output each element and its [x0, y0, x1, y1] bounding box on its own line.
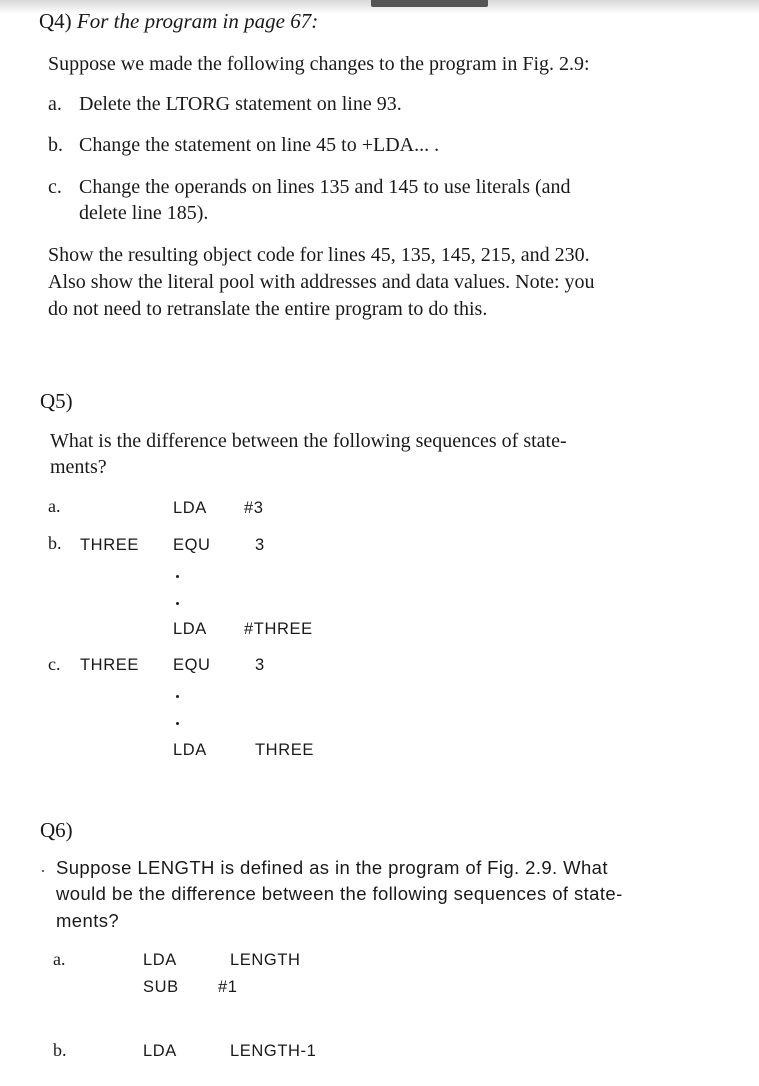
- q5-question-line-1: What is the difference between the following sequences of state-: [50, 430, 567, 452]
- q6-b-operand: LENGTH-1: [230, 1042, 317, 1060]
- q6-question-line-1: Suppose LENGTH is defined as in the program of Fig. 2.9. What: [56, 857, 608, 878]
- q5-c-operand2: THREE: [255, 741, 314, 759]
- q5-b-op2: LDA: [173, 620, 207, 638]
- q5-c-operand1: 3: [255, 656, 265, 674]
- q5-b-label: THREE: [80, 536, 139, 554]
- q4-item-a-text: Delete the LTORG statement on line 93.: [79, 93, 402, 115]
- q6-question-line-2: would be the difference between the following sequences of state-: [56, 883, 623, 904]
- scroll-thumb[interactable]: [371, 0, 488, 7]
- q5-label: Q5): [40, 389, 73, 413]
- q6-label: Q6): [40, 818, 73, 842]
- q5-a-operand: #3: [244, 499, 264, 517]
- q4-item-a-marker: a.: [48, 93, 62, 115]
- q4-closing-line-3: do not need to retranslate the entire program to do this.: [48, 298, 488, 320]
- q5-a-op: LDA: [173, 499, 207, 517]
- q5-b-operand1: 3: [255, 536, 265, 554]
- q4-item-b-marker: b.: [48, 134, 63, 156]
- q6-question-line-3: ments?: [56, 910, 120, 931]
- q4-closing-line-1: Show the resulting object code for lines 45, 135, 145, 215, and 230.: [48, 244, 590, 266]
- q5-b-marker: b.: [48, 533, 62, 553]
- ellipsis-dot: [176, 722, 179, 725]
- q6-a-operand1: LENGTH: [230, 951, 301, 969]
- q5-c-op2: LDA: [173, 741, 207, 759]
- q4-intro: Suppose we made the following changes to the program in Fig. 2.9:: [48, 53, 590, 75]
- q5-b-operand2: #THREE: [244, 620, 313, 638]
- q5-b-op1: EQU: [173, 536, 211, 554]
- q6-a-op1: LDA: [143, 951, 177, 969]
- ellipsis-dot: [176, 575, 179, 578]
- q6-b-marker: b.: [53, 1040, 67, 1060]
- q6-a-marker: a.: [53, 949, 66, 969]
- q6-a-operand2: #1: [218, 978, 238, 996]
- q4-closing-line-2: Also show the literal pool with addresses and data values. Note: you: [48, 271, 595, 293]
- q6-b-op: LDA: [143, 1042, 177, 1060]
- q4-label: Q4): [39, 9, 72, 33]
- q6-a-op2: SUB: [143, 978, 179, 996]
- q4-item-c-marker: c.: [48, 176, 62, 198]
- q5-a-marker: a.: [48, 496, 61, 516]
- q4-item-c-line-2: delete line 185).: [79, 202, 209, 224]
- ellipsis-dot: [176, 695, 179, 698]
- q4-title: [39, 9, 318, 33]
- ellipsis-dot: [176, 602, 179, 605]
- q5-question-line-2: ments?: [50, 456, 107, 478]
- q5-c-marker: c.: [48, 654, 61, 674]
- q4-item-b-text: Change the statement on line 45 to +LDA... .: [79, 134, 440, 156]
- stray-mark: [42, 870, 44, 872]
- q4-item-c-line-1: Change the operands on lines 135 and 145 to use literals (and: [79, 176, 571, 198]
- q5-c-label: THREE: [80, 656, 139, 674]
- q4-heading: For the program in page 67:: [76, 9, 319, 33]
- q5-c-op1: EQU: [173, 656, 211, 674]
